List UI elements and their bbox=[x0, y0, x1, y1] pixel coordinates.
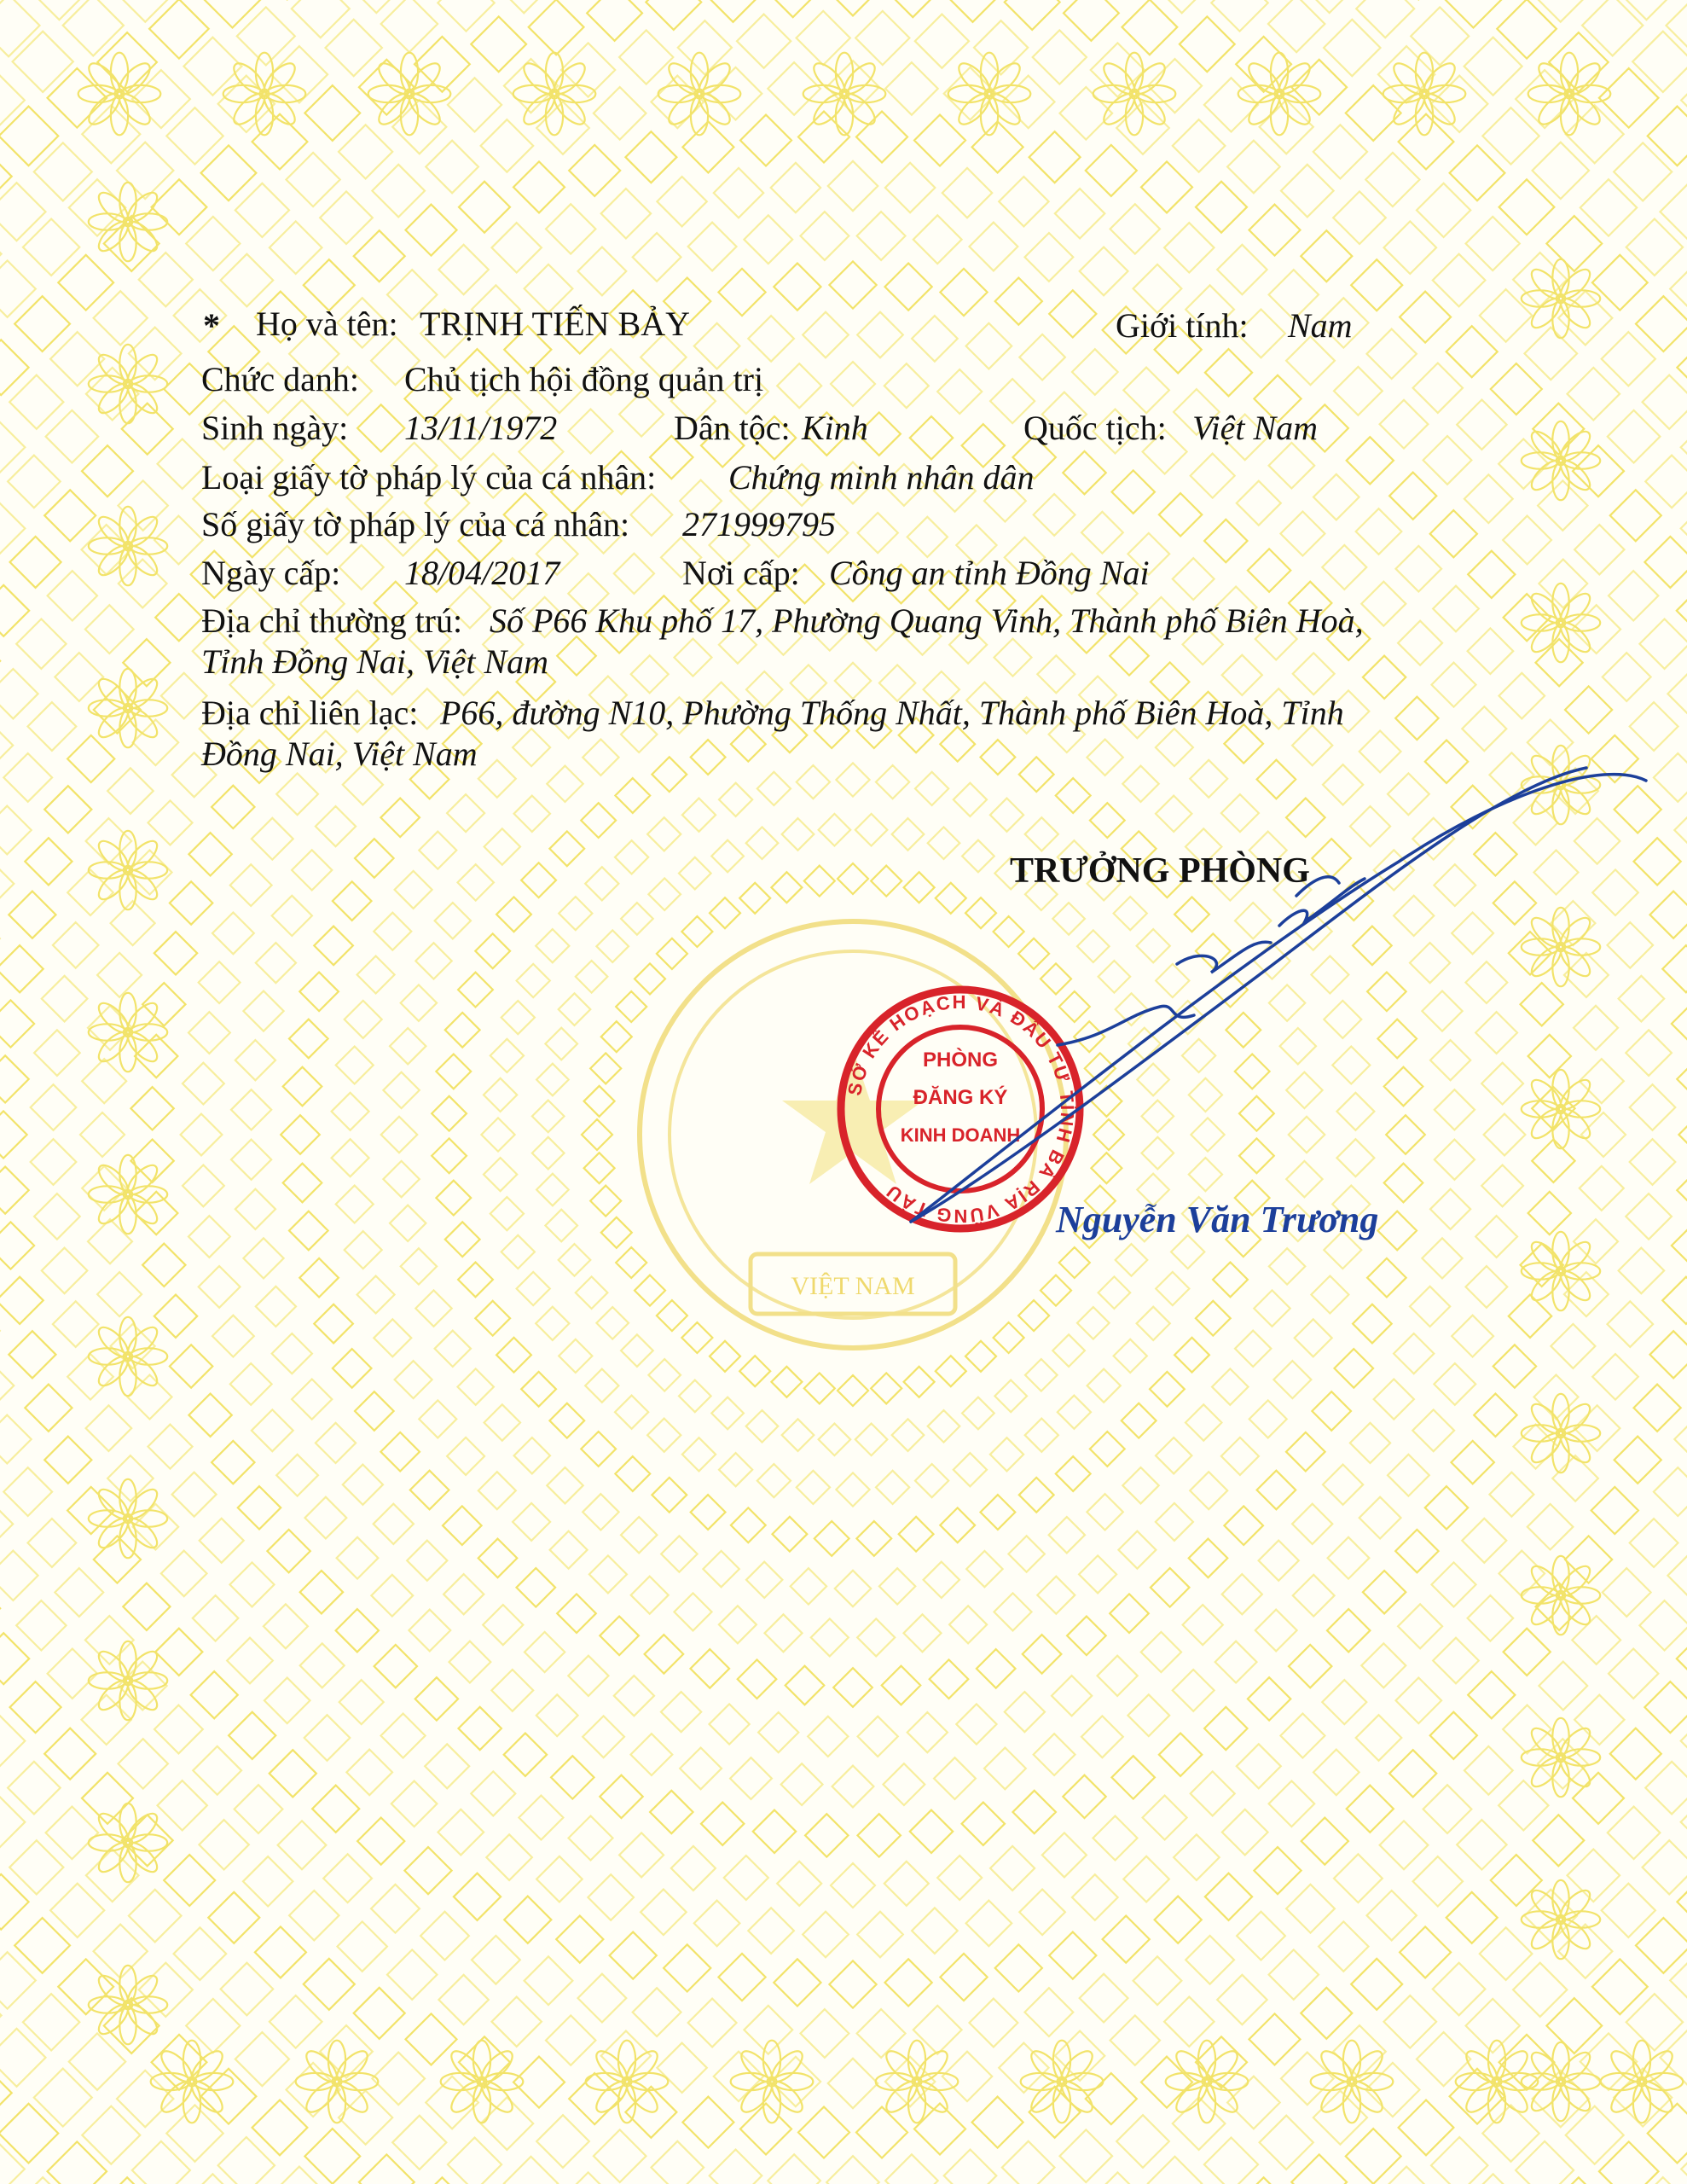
contact-address-line2: Đồng Nai, Việt Nam bbox=[201, 735, 478, 773]
doc-number-value: 271999795 bbox=[682, 505, 836, 543]
seal-line-2: ĐĂNG KÝ bbox=[913, 1086, 1008, 1109]
permanent-address-line1: Số P66 Khu phố 17, Phường Quang Vinh, Thành phố Biên Hoà, bbox=[490, 601, 1364, 640]
doc-type-label: Loại giấy tờ pháp lý của cá nhân: bbox=[201, 458, 657, 497]
nationality-value: Việt Nam bbox=[1192, 409, 1319, 447]
title-value: Chủ tịch hội đồng quản trị bbox=[404, 360, 764, 398]
seal-line-1: PHÒNG bbox=[922, 1048, 999, 1072]
nationality-label: Quốc tịch: bbox=[1023, 409, 1167, 447]
ethnicity-value: Kinh bbox=[802, 409, 868, 447]
ethnicity-label: Dân tộc: bbox=[674, 409, 791, 447]
emblem-band-text: VIỆT NAM bbox=[791, 1272, 915, 1300]
signer-name: Nguyễn Văn Trương bbox=[1056, 1199, 1379, 1240]
issue-place-label: Nơi cấp: bbox=[682, 554, 800, 592]
permanent-address-line2: Tỉnh Đồng Nai, Việt Nam bbox=[201, 642, 549, 681]
name-value: TRỊNH TIẾN BẢY bbox=[420, 305, 691, 343]
issue-date-label: Ngày cấp: bbox=[201, 554, 341, 592]
position-title: TRƯỞNG PHÒNG bbox=[1010, 851, 1310, 891]
doc-type-value: Chứng minh nhân dân bbox=[728, 458, 1035, 497]
seal-line-3: KINH DOANH bbox=[900, 1124, 1021, 1146]
dob-value: 13/11/1972 bbox=[404, 409, 558, 447]
national-emblem-watermark bbox=[640, 921, 1066, 1348]
contact-address-line1: P66, đường N10, Phường Thống Nhất, Thành phố Biên Hoà, Tỉnh bbox=[440, 694, 1344, 732]
gender-label: Giới tính: bbox=[1116, 306, 1249, 345]
seal-ring-text: SỞ KẾ HOẠCH VÀ ĐẦU TƯ TỈNH BÀ RỊA VŨNG TÀU bbox=[844, 990, 1079, 1228]
title-label: Chức danh: bbox=[201, 360, 359, 398]
doc-number-label: Số giấy tờ pháp lý của cá nhân: bbox=[201, 505, 630, 543]
dob-label: Sinh ngày: bbox=[201, 409, 349, 447]
permanent-address-label: Địa chỉ thường trú: bbox=[201, 601, 463, 640]
name-label: Họ và tên: bbox=[256, 305, 398, 343]
contact-address-label: Địa chỉ liên lạc: bbox=[201, 694, 419, 732]
issue-place-value: Công an tỉnh Đồng Nai bbox=[829, 554, 1150, 592]
issue-date-value: 18/04/2017 bbox=[404, 554, 560, 592]
gender-value: Nam bbox=[1288, 306, 1353, 345]
bullet-marker: * bbox=[203, 306, 220, 345]
